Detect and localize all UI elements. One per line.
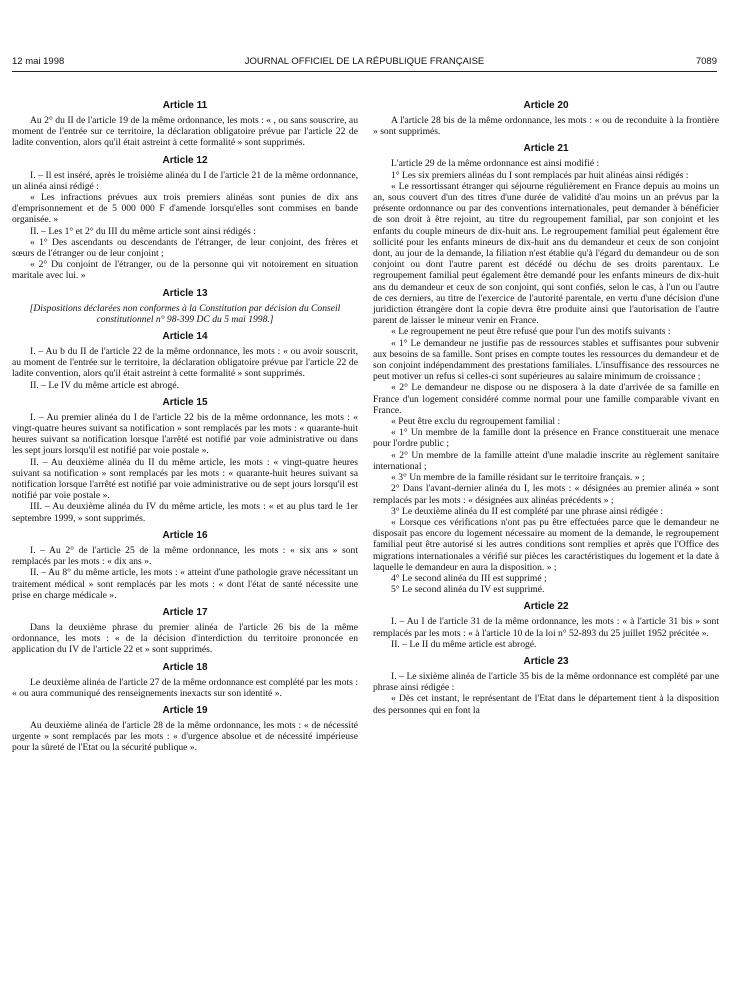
right-column xyxy=(373,100,719,722)
article-block xyxy=(12,155,358,282)
article-paragraph: « 1° Un membre de la famille dont la présence en France constituerait une menace pour l'ordre public ; xyxy=(373,427,719,450)
article-block xyxy=(12,662,358,699)
article-heading: Article 13 xyxy=(162,287,208,299)
article-block xyxy=(373,656,719,716)
article-heading: Article 19 xyxy=(162,704,208,716)
article-block xyxy=(12,288,358,325)
article-block xyxy=(12,397,358,524)
article-paragraph: I. – Au premier alinéa du I de l'article 22 bis de la même ordonnance, les mots : « vingt-quatre heures suivant sa notification » sont remplacés par les mots : « quarante-huit heures suivant sa notification lorsque l'arrêté est notifié par voie administrative ou dans les sept jours lorsqu'il est notifié par voie postale ». xyxy=(12,411,358,457)
article-block xyxy=(373,100,719,137)
article-paragraph: I. – Au I de l'article 31 de la même ordonnance, les mots : « à l'article 31 bis » sont remplacés par les mots : « à l'article 10 de la loi n° 52-893 du 25 juillet 1952 précitée ». xyxy=(373,616,719,639)
article-paragraph: II. – Le IV du même article est abrogé. xyxy=(30,379,179,391)
article-paragraph: II. – Au deuxième alinéa du II du même article, les mots : « vingt-quatre heures suivant sa notification » sont remplacés par les mots : « quarante-huit heures suivant sa notification lorsque l'arrêté est notifié par voie administrative ou de sept jours lorsqu'il est notifié par voie postale ». xyxy=(12,456,358,502)
article-paragraph: II. – Le II du même article est abrogé. xyxy=(391,638,537,650)
article-paragraph: Au deuxième alinéa de l'article 28 de la même ordonnance, les mots : « de nécessité urgente » sont remplacés par les mots : « d'urgence absolue et de nécessité impérieuse pour la sûreté de l'Etat ou la sécurité publique ». xyxy=(12,719,358,754)
article-paragraph: « 1° Des ascendants ou descendants de l'étranger, de leur conjoint, des frères et sœurs de l'étranger ou de leur conjoint ; xyxy=(12,236,358,260)
article-paragraph: « 2° Le demandeur ne dispose ou ne disposera à la date d'arrivée de sa famille en France d'un logement considéré comme normal pour une famille comparable vivant en France. xyxy=(373,382,719,416)
article-paragraph: « Le ressortissant étranger qui séjourne régulièrement en France depuis au moins un an, sous couvert d'un des titres d'une durée de validité d'au moins un an prévus par la présente ordonnance ou par des conventions internationales, peut demander à bénéficier de son droit à être rejoint, au titre du regroupement familial, par son conjoint et les enfants du couple mineurs de dix-huit ans. Le regroupement familial peut également être sollicité pour les enfants mineurs de dix-huit ans du demandeur et ceux de son conjoint dont, au jour de la demande, la filiation n'est établie qu'à l'égard du demandeur ou de son conjoint ou dont l'autre parent est décédé ou déchu de ses droits parentaux. Le regroupement familial peut également être demandé pour les enfants mineurs de dix-huit ans du demandeur et ceux de son conjoint, qui sont confiés, selon le cas, à l'un ou l'autre de ces derniers, au titre de l'exercice de l'autorité parentale, en vertu d'une décision d'une juridiction étrangère dont la copie devra être produite ainsi que l'autorisation de l'autre parent de laisser le mineur venir en France. xyxy=(373,180,719,327)
article-heading: Article 15 xyxy=(162,396,208,408)
article-paragraph: I. – Au b du II de l'article 22 de la même ordonnance, les mots : « ou avoir souscrit, au moment de l'entrée sur le territoire, la déclaration obligatoire prévue par l'article 22 de ladite convention, alors qu'il était astreint à cette formalité » sont supprimés. xyxy=(12,346,358,380)
article-paragraph: 5° Le second alinéa du IV est supprimé. xyxy=(391,584,545,596)
article-heading: Article 17 xyxy=(162,606,208,618)
article-paragraph: I. – Au 2° de l'article 25 de la même ordonnance, les mots : « six ans » sont remplacés par les mots : « dix ans ». xyxy=(12,544,358,568)
article-paragraph: 4° Le second alinéa du III est supprimé ; xyxy=(391,572,547,584)
article-paragraph: « Le regroupement ne peut être refusé que pour l'un des motifs suivants : xyxy=(391,326,671,338)
article-paragraph: « 3° Un membre de la famille résidant sur le territoire français. » ; xyxy=(391,472,645,484)
article-heading: Article 20 xyxy=(523,100,569,111)
article-heading: Article 21 xyxy=(523,143,569,155)
article-paragraph: « 2° Du conjoint de l'étranger, ou de la personne qui vit notoirement en situation maritale avec lui. » xyxy=(12,259,358,282)
article-paragraph: « Dès cet instant, le représentant de l'Etat dans le département tient à la disposition des personnes qui en font la xyxy=(373,693,719,716)
article-block xyxy=(373,143,719,595)
article-heading: Article 16 xyxy=(162,529,208,541)
journal-title: JOURNAL OFFICIEL DE LA RÉPUBLIQUE FRANÇAISE xyxy=(244,56,485,67)
article-paragraph: « 2° Un membre de la famille atteint d'une maladie inscrite au règlement sanitaire international ; xyxy=(373,449,719,472)
left-column xyxy=(12,100,358,760)
article-paragraph: L'article 29 de la même ordonnance est ainsi modifié : xyxy=(391,158,600,170)
article-heading: Article 14 xyxy=(162,331,208,343)
article-paragraph: 1° Les six premiers alinéas du I sont remplacés par huit alinéas ainsi rédigés : xyxy=(391,169,689,181)
article-note: [Dispositions déclarées non conformes à la Constitution par décision du Conseil constitutionnel n° 98-399 DC du 5 mai 1998.] xyxy=(29,302,341,325)
article-block xyxy=(12,607,358,656)
header-rule xyxy=(12,71,717,72)
article-paragraph: II. – Au 8° du même article, les mots : « atteint d'une pathologie grave nécessitant un traitement médical » sont remplacés par les mots : « dont l'état de santé nécessite une prise en charge médicale ». xyxy=(12,567,358,601)
article-paragraph: III. – Au deuxième alinéa du IV du même article, les mots : « et au plus tard le 1er septembre 1999, » sont supprimés. xyxy=(12,501,358,524)
page-number: 7089 xyxy=(695,56,717,67)
article-paragraph: « 1° Le demandeur ne justifie pas de ressources stables et suffisantes pour subvenir aux besoins de sa famille. Sont prises en compte toutes les ressources du demandeur et de son conjoint indépendamment des prestations familiales. L'insuffisance des ressources ne peut motiver un refus si celles-ci sont supérieures au salaire minimum de croissance ; xyxy=(373,337,719,383)
article-block xyxy=(12,100,358,149)
article-paragraph: II. – Les 1° et 2° du III du même article sont ainsi rédigés : xyxy=(30,225,256,237)
article-paragraph: I. – Il est inséré, après le troisième alinéa du I de l'article 21 de la même ordonnance, un alinéa ainsi rédigé : xyxy=(12,169,358,192)
article-heading: Article 18 xyxy=(162,661,208,673)
header-date: 12 mai 1998 xyxy=(12,56,65,67)
article-paragraph: Le deuxième alinéa de l'article 27 de la même ordonnance est complété par les mots : « ou aura communiqué des renseignements inexacts sur son identité ». xyxy=(12,676,358,699)
article-paragraph: Au 2° du II de l'article 19 de la même ordonnance, les mots : « , ou sans souscrire, au moment de l'entrée sur ce territoire, la déclaration obligatoire prévue par l'article 22 de ladite convention, alors qu'il était astreint à cette formalité » sont supprimés. xyxy=(12,115,358,149)
page-header xyxy=(12,56,717,70)
article-paragraph: « Les infractions prévues aux trois premiers alinéas sont punies de dix ans d'emprisonnement et de 5 000 000 F d'amende lorsqu'elles sont commises en bande organisée. » xyxy=(12,192,358,226)
article-block xyxy=(12,705,358,754)
article-paragraph: 2° Dans l'avant-dernier alinéa du I, les mots : « désignées au premier alinéa » sont remplacés par les mots : « désignées aux alinéas précédents » ; xyxy=(373,483,719,506)
article-block xyxy=(12,530,358,601)
article-paragraph: A l'article 28 bis de la même ordonnance, les mots : « ou de reconduite à la frontière » sont supprimés. xyxy=(373,115,719,138)
article-block xyxy=(373,601,719,650)
article-paragraph: « Lorsque ces vérifications n'ont pas pu être effectuées parce que le demandeur ne disposait pas encore du logement nécessaire au moment de la demande, le regroupement familial peut être autorisé si les autres conditions sont remplies et après que l'Office des migrations internationales a vérifié sur pièces les caractéristiques du logement et la date à laquelle le demandeur en aura la disposition. » ; xyxy=(373,516,719,573)
article-heading: Article 12 xyxy=(162,154,208,166)
article-heading: Article 22 xyxy=(523,601,569,613)
article-paragraph: 3° Le deuxième alinéa du II est complété par une phrase ainsi rédigée : xyxy=(391,505,664,517)
article-heading: Article 23 xyxy=(523,655,569,667)
article-heading: Article 11 xyxy=(162,100,208,111)
article-paragraph: « Peut être exclu du regroupement familial : xyxy=(391,416,561,428)
article-block xyxy=(12,331,358,391)
article-paragraph: I. – Le sixième alinéa de l'article 35 bis de la même ordonnance est complété par une phrase ainsi rédigée : xyxy=(373,670,719,694)
article-paragraph: Dans la deuxième phrase du premier alinéa de l'article 26 bis de la même ordonnance, les mots : « de la décision d'interdiction du territoire prononcée en application du IV de l'article 22 et » sont supprimés. xyxy=(12,621,358,656)
